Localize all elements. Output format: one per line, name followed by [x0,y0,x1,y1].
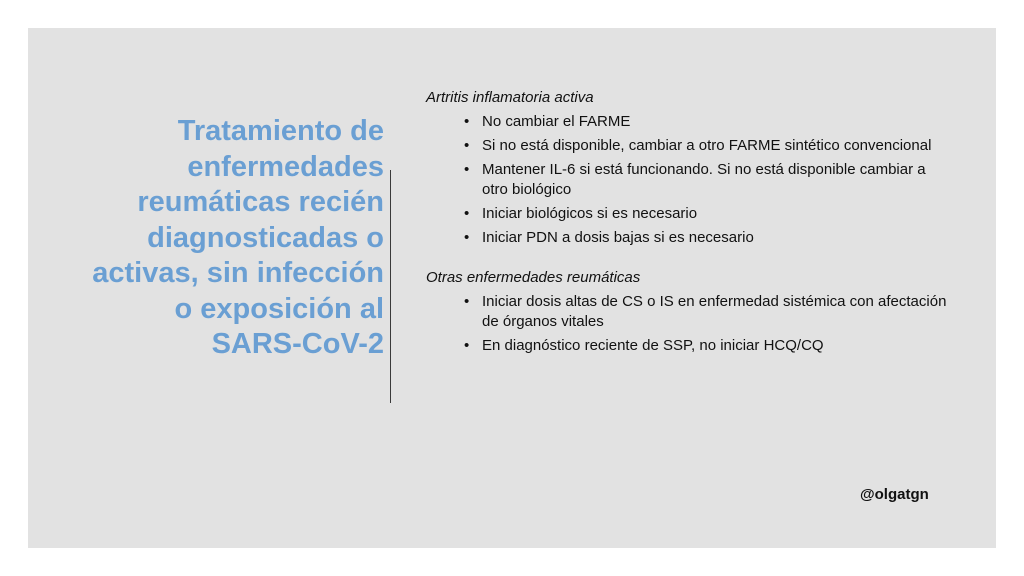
bullet-icon: • [464,205,470,222]
bullet-item [426,228,952,248]
bullet-list [426,112,966,248]
bullet-icon: • [464,337,470,354]
section-heading: Artritis inflamatoria activa [426,89,594,106]
bullet-icon: • [464,137,470,154]
slide [28,28,996,548]
bullet-text: Iniciar PDN a dosis bajas si es necesario [482,229,754,246]
bullet-item [426,112,952,132]
section-other-rheumatic-diseases [426,268,966,356]
bullet-item [426,292,952,332]
bullet-text: No cambiar el FARME [482,113,631,130]
bullet-item [426,204,952,224]
bullet-text: Mantener IL-6 si está funcionando. Si no está disponible cambiar a otro biológico [482,161,926,198]
bullet-text: Si no está disponible, cambiar a otro FARME sintético convencional [482,137,932,154]
slide-title: Tratamiento de enfermedades reumáticas recién diagnosticadas o activas, sin infección o exposición al SARS-CoV-2 [92,115,384,360]
vertical-divider [390,170,391,403]
bullet-icon: • [464,229,470,246]
bullet-list [426,292,966,356]
bullet-item [426,136,952,156]
bullet-item [426,336,952,356]
author-handle: @olgatgn [860,486,929,503]
bullet-text: Iniciar dosis altas de CS o IS en enfermedad sistémica con afectación de órganos vitales [482,293,947,330]
slide-content [426,88,966,360]
bullet-icon: • [464,113,470,130]
bullet-icon: • [464,293,470,310]
section-heading: Otras enfermedades reumáticas [426,269,641,286]
section-active-arthritis [426,88,966,248]
bullet-item [426,160,952,200]
bullet-text: Iniciar biológicos si es necesario [482,205,698,222]
bullet-icon: • [464,161,470,178]
bullet-text: En diagnóstico reciente de SSP, no iniciar HCQ/CQ [482,337,824,354]
